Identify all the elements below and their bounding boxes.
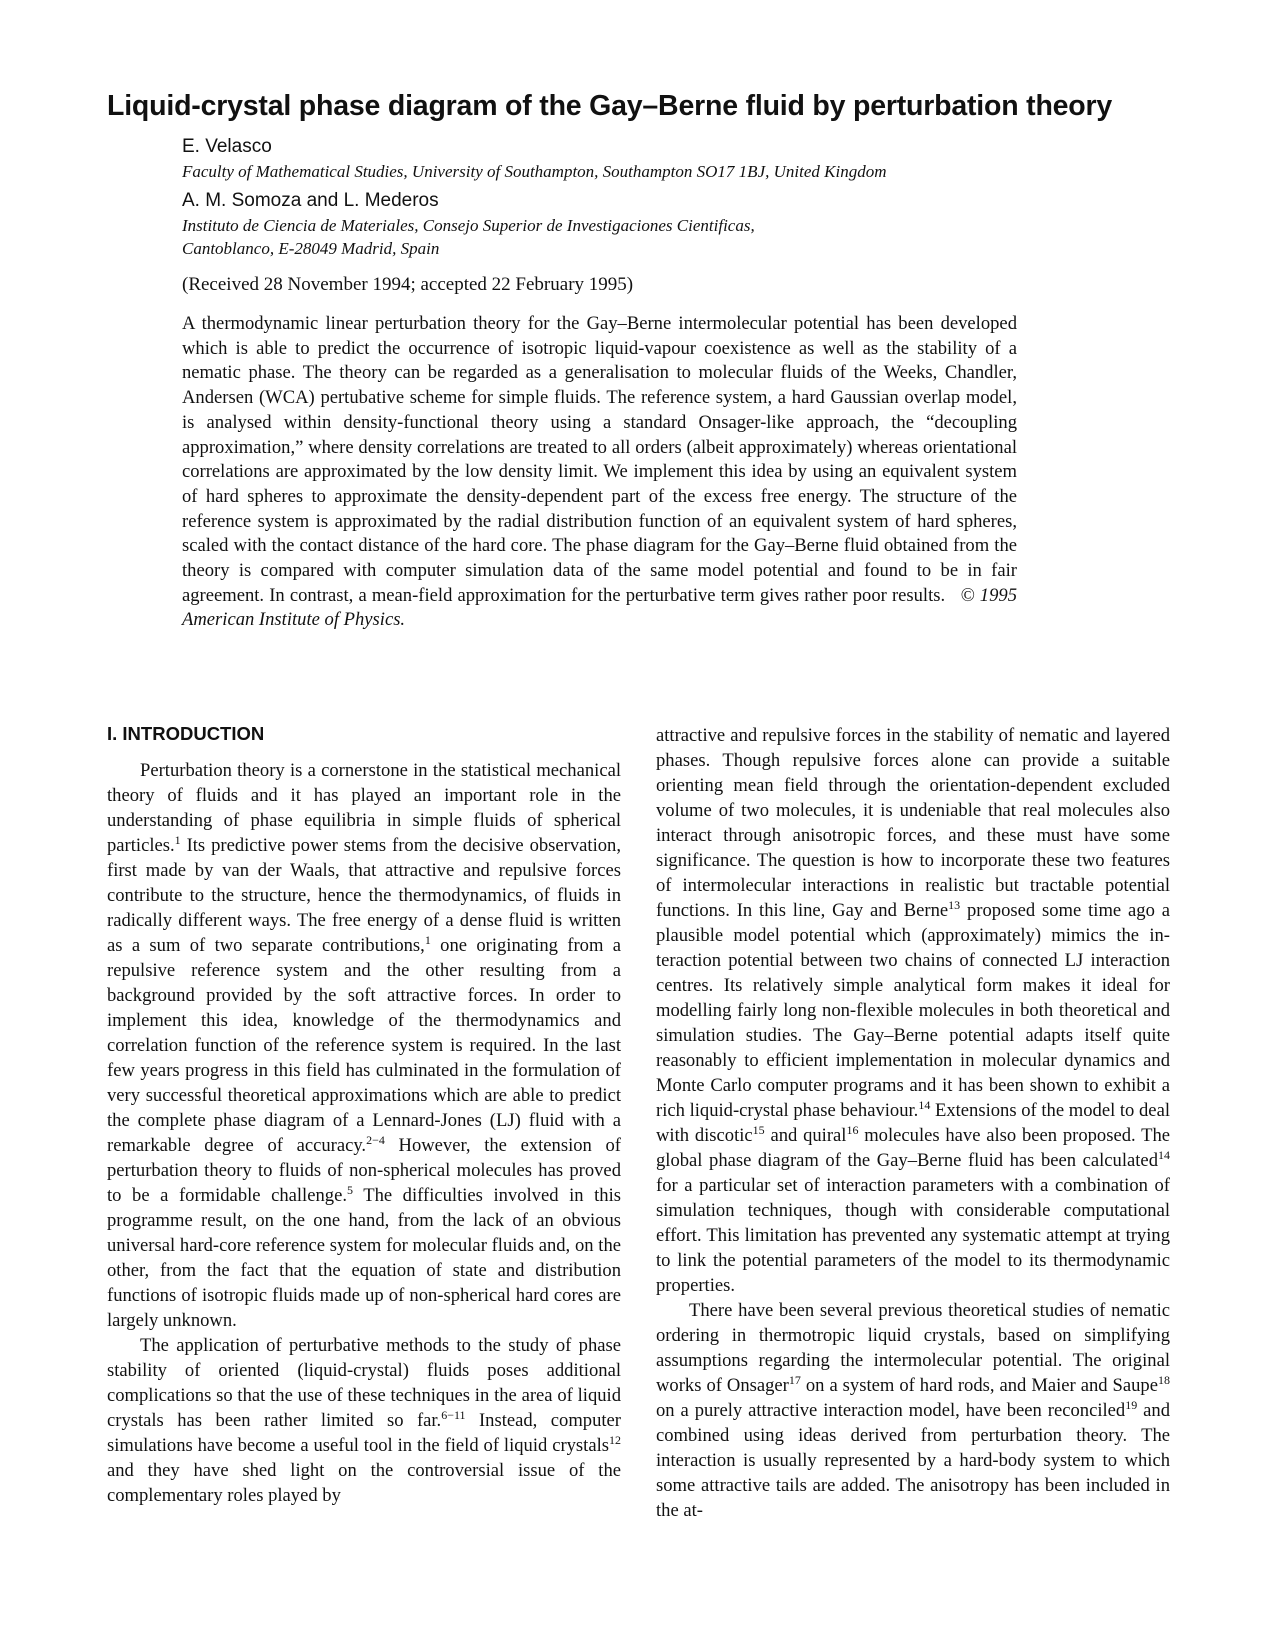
citation-superscript: 14 <box>1158 1148 1170 1162</box>
abstract-text: A thermodynamic linear perturbation theory for the Gay–Berne intermolecular potential has been developed which is able to predict the occurrence of isotropic liquid-vapour coexistence as well as the stability of a nematic phase. The theory can be regarded as a generalisation to molecular fluids of the Weeks, Chandler, Andersen (WCA) pertubative scheme for simple fluids. The reference system, a hard Gaussian overlap model, is analysed within density-functional theory using a standard Onsager-like approach, the “decoupling approximation,” where density correlations are treated to all orders (albeit approximately) whereas orientational correlations are approximated by the low density limit. We implement this idea by using an equivalent system of hard spheres to approximate the density-dependent part of the excess free energy. The structure of the reference system is approximated by the radial distribution function of an equivalent system of hard spheres, scaled with the contact distance of the hard core. The phase diagram for the Gay–Berne fluid obtained from the theory is compared with computer simulation data of the same model potential and found to be in fair agreement. In contrast, a mean-field approximation for the perturbative term gives rather poor results. <box>182 313 1017 606</box>
paragraph-text: There have been several previous theoretical studies of nematic ordering in thermotropic liquid crystals, based on simplifying assumptions regarding the intermolecular potential. The original works of Onsager <box>656 1300 1170 1396</box>
paragraph-text: on a system of hard rods, and Maier and Saupe <box>800 1375 1158 1396</box>
citation-superscript: 18 <box>1157 1373 1170 1387</box>
author-velasco: E. Velasco <box>182 136 272 157</box>
paragraph-text: The difficulties involved in this programme result, on the one hand, from the lack of an obvious universal hard-core reference system for molecular fluids and, on the other, from the fact that the equation of state and distribution functions of isotropic fluids made up of non-spherical hard cores are largely unknown. <box>107 1185 621 1331</box>
paragraph-text: one originating from a repulsive reference system and the other resulting from a background provided by the soft attractive forces. In order to implement this idea, knowledge of the thermodynamics and correlation function of the reference system is required. In the last few years progress in this field has culminated in the formulation of very successful theoretical approximations which are able to predict the complete phase diagram of a Lennard-Jones (LJ) fluid with a remarkable degree of accuracy. <box>107 935 621 1156</box>
received-dates: (Received 28 November 1994; accepted 22 February 1995) <box>182 274 634 295</box>
paragraph-text: proposed some time ago a plausible model potential which (approximately) mimics the interaction potential between two chains of connected LJ interaction centres. Its relatively simple analytical form makes it ideal for modelling fairly long non-flexible molecules in both theoretical and simulation studies. The Gay–Berne potential adapts itself quite reasonably to efficient implementation in molecular dynamics and Monte Carlo computer programs and it has been shown to exhibit a rich liquid-crystal phase behaviour. <box>656 900 1170 1121</box>
paragraph-text: and they have shed light on the controversial issue of the complementary roles played by <box>107 1460 621 1506</box>
paper-title: Liquid-crystal phase diagram of the Gay–Berne fluid by perturbation theory <box>107 90 1113 122</box>
paragraph-text: However, the extension of perturbation theory to fluids of non-spherical molecules has proved to be a formidable challenge. <box>107 1135 621 1206</box>
paragraph-text: for a particular set of interaction parameters with a combination of simulation techniques, though with considerable computational effort. This limitation has prevented any systematic attempt at trying to link the potential parameters of the model to its thermodynamic properties. <box>656 1175 1170 1296</box>
affiliation-madrid-line2: Cantoblanco, E-28049 Madrid, Spain <box>182 239 440 258</box>
body-paragraph <box>656 1298 1170 1523</box>
abstract <box>182 312 1017 633</box>
paragraph-text: molecules have also been proposed. The global phase diagram of the Gay–Berne fluid has been calculated <box>656 1125 1170 1171</box>
paragraph-text: Instead, computer simulations have become a useful tool in the field of liquid crystals <box>107 1410 621 1456</box>
author-somoza-mederos: A. M. Somoza and L. Mederos <box>182 190 439 211</box>
paragraph-text: and quiral <box>764 1125 847 1146</box>
affiliation-southampton: Faculty of Mathematical Studies, University of Southampton, Southampton SO17 1BJ, United Kingdom <box>182 162 887 181</box>
body-paragraph <box>107 758 621 1333</box>
paragraph-text: Its predictive power stems from the decisive observation, first made by van der Waals, that attractive and repulsive forces contribute to the structure, hence the thermodynamics, of fluids in radically different ways. The free energy of a dense fluid is written as a sum of two separate contributions, <box>107 835 621 956</box>
citation-superscript: 19 <box>1125 1398 1138 1412</box>
copyright-notice: © 1995 American Institute of Physics. <box>182 584 1017 631</box>
citation-superscript: 15 <box>752 1123 765 1137</box>
affiliation-madrid-line1: Instituto de Ciencia de Materiales, Consejo Superior de Investigaciones Cientificas, <box>182 216 755 235</box>
paragraph-text: on a purely attractive interaction model, have been reconciled <box>656 1400 1126 1421</box>
body-column-right <box>656 723 1170 1523</box>
citation-superscript: 2−4 <box>366 1133 385 1147</box>
body-paragraph <box>656 723 1170 1298</box>
citation-superscript: 14 <box>918 1098 931 1112</box>
citation-superscript: 13 <box>948 898 961 912</box>
paragraph-text: Perturbation theory is a cornerstone in the statistical mechanical theory of fluids and it has played an important role in the understanding of phase equilibria in simple fluids of spherical particles. <box>107 760 621 856</box>
citation-superscript: 1 <box>424 933 431 947</box>
citation-superscript: 5 <box>346 1183 353 1197</box>
citation-superscript: 1 <box>174 833 181 847</box>
citation-superscript: 12 <box>609 1433 621 1447</box>
citation-superscript: 16 <box>846 1123 859 1137</box>
paragraph-text: Extensions of the model to deal with discotic <box>656 1100 1170 1146</box>
paragraph-text: and combined using ideas derived from perturbation theory. The interaction is usually represented by a hard-body system to which some attractive tails are added. The anisotropy has been included in the at- <box>656 1400 1170 1521</box>
paragraph-text: The application of perturbative methods to the study of phase stability of oriented (liquid-crystal) fluids poses additional complications so that the use of these techniques in the area of liquid crystals has been rather limited so far. <box>107 1335 621 1431</box>
section-heading: I. INTRODUCTION <box>107 723 265 744</box>
citation-superscript: 17 <box>788 1373 801 1387</box>
citation-superscript: 6−11 <box>441 1408 466 1422</box>
body-column-left <box>107 758 621 1508</box>
paragraph-text: attractive and repulsive forces in the stability of nematic and layered phases. Though repulsive forces alone can provide a suitable orienting mean field through the orientation-dependent excluded volume of two molecules, it is undeniable that real molecules also interact through anisotropic forces, and these must have some significance. The question is how to incorporate these two features of intermolecular interactions in realistic but tractable potential functions. In this line, Gay and Berne <box>656 725 1170 921</box>
body-paragraph <box>107 1333 621 1508</box>
